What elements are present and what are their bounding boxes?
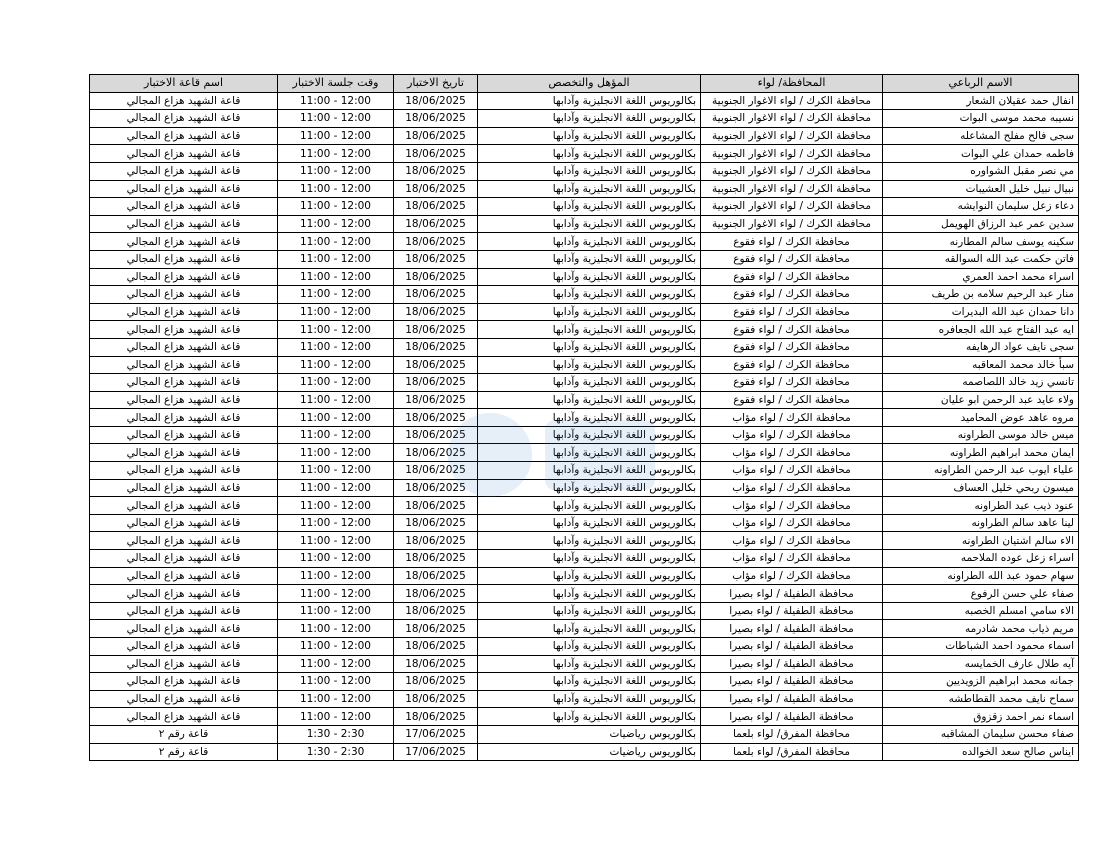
table-row <box>90 514 1079 532</box>
cell-hall: قاعة الشهيد هزاع المجالي <box>90 338 278 356</box>
table-row <box>90 655 1079 673</box>
cell-hall: قاعة الشهيد هزاع المجالي <box>90 426 278 444</box>
cell-time: 11:00 - 12:00 <box>278 462 394 480</box>
cell-governorate: محافظة الكرك / لواء الاغوار الجنوبية <box>701 110 883 128</box>
cell-qualification: بكالوريوس اللغة الانجليزية وآدابها <box>478 479 701 497</box>
cell-name: اسماء محمود احمد الشباطات <box>883 638 1079 656</box>
cell-qualification: بكالوريوس اللغة الانجليزية وآدابها <box>478 462 701 480</box>
cell-qualification: بكالوريوس اللغة الانجليزية وآدابها <box>478 198 701 216</box>
cell-hall: قاعة الشهيد هزاع المجالي <box>90 250 278 268</box>
cell-time: 11:00 - 12:00 <box>278 321 394 339</box>
table-row <box>90 673 1079 691</box>
cell-qualification: بكالوريوس رياضيات <box>478 725 701 743</box>
cell-hall: قاعة الشهيد هزاع المجالي <box>90 479 278 497</box>
cell-qualification: بكالوريوس اللغة الانجليزية وآدابها <box>478 162 701 180</box>
cell-qualification: بكالوريوس اللغة الانجليزية وآدابها <box>478 92 701 110</box>
cell-governorate: محافظة الكرك / لواء فقوع <box>701 321 883 339</box>
cell-time: 11:00 - 12:00 <box>278 550 394 568</box>
cell-name: فاطمه حمدان علي البوات <box>883 145 1079 163</box>
header-hall: اسم قاعة الاختبار <box>90 75 278 93</box>
cell-date: 18/06/2025 <box>394 673 478 691</box>
cell-hall: قاعة الشهيد هزاع المجالي <box>90 462 278 480</box>
header-governorate: المحافظة/ لواء <box>701 75 883 93</box>
cell-hall: قاعة الشهيد هزاع المجالي <box>90 708 278 726</box>
cell-qualification: بكالوريوس اللغة الانجليزية وآدابها <box>478 127 701 145</box>
cell-governorate: محافظة الكرك / لواء مؤاب <box>701 409 883 427</box>
cell-qualification: بكالوريوس اللغة الانجليزية وآدابها <box>478 585 701 603</box>
cell-governorate: محافظة الكرك / لواء الاغوار الجنوبية <box>701 198 883 216</box>
cell-qualification: بكالوريوس اللغة الانجليزية وآدابها <box>478 233 701 251</box>
cell-hall: قاعة الشهيد هزاع المجالي <box>90 268 278 286</box>
cell-hall: قاعة الشهيد هزاع المجالي <box>90 638 278 656</box>
cell-date: 18/06/2025 <box>394 708 478 726</box>
table-row <box>90 426 1079 444</box>
cell-name: سدين عمر عبد الرزاق الهويمل <box>883 215 1079 233</box>
cell-time: 11:00 - 12:00 <box>278 444 394 462</box>
cell-governorate: محافظة الكرك / لواء فقوع <box>701 233 883 251</box>
cell-hall: قاعة الشهيد هزاع المجالي <box>90 567 278 585</box>
cell-time: 11:00 - 12:00 <box>278 286 394 304</box>
cell-governorate: محافظة الطفيلة / لواء بصيرا <box>701 602 883 620</box>
cell-date: 18/06/2025 <box>394 409 478 427</box>
table-row <box>90 110 1079 128</box>
cell-time: 11:00 - 12:00 <box>278 110 394 128</box>
cell-governorate: محافظة الكرك / لواء الاغوار الجنوبية <box>701 127 883 145</box>
cell-governorate: محافظة الكرك / لواء الاغوار الجنوبية <box>701 145 883 163</box>
cell-hall: قاعة الشهيد هزاع المجالي <box>90 162 278 180</box>
cell-hall: قاعة الشهيد هزاع المجالي <box>90 286 278 304</box>
cell-governorate: محافظة الكرك / لواء مؤاب <box>701 444 883 462</box>
header-time: وقت جلسة الاختبار <box>278 75 394 93</box>
cell-name: دانا حمدان عبد الله البديرات <box>883 303 1079 321</box>
cell-governorate: محافظة الكرك / لواء فقوع <box>701 338 883 356</box>
cell-time: 11:00 - 12:00 <box>278 409 394 427</box>
cell-qualification: بكالوريوس اللغة الانجليزية وآدابها <box>478 391 701 409</box>
cell-date: 18/06/2025 <box>394 198 478 216</box>
table-row <box>90 321 1079 339</box>
cell-name: جمانه محمد ابراهيم الزويديين <box>883 673 1079 691</box>
exam-schedule-table <box>89 74 1079 761</box>
cell-name: مريم ذياب محمد شادرمه <box>883 620 1079 638</box>
cell-hall: قاعة الشهيد هزاع المجالي <box>90 585 278 603</box>
cell-time: 11:00 - 12:00 <box>278 356 394 374</box>
table-row <box>90 180 1079 198</box>
cell-hall: قاعة الشهيد هزاع المجالي <box>90 145 278 163</box>
table-row <box>90 162 1079 180</box>
cell-governorate: محافظة الكرك / لواء مؤاب <box>701 479 883 497</box>
cell-hall: قاعة الشهيد هزاع المجالي <box>90 127 278 145</box>
cell-qualification: بكالوريوس اللغة الانجليزية وآدابها <box>478 426 701 444</box>
cell-hall: قاعة الشهيد هزاع المجالي <box>90 514 278 532</box>
cell-governorate: محافظة الكرك / لواء فقوع <box>701 303 883 321</box>
cell-time: 11:00 - 12:00 <box>278 673 394 691</box>
cell-hall: قاعة الشهيد هزاع المجالي <box>90 303 278 321</box>
cell-date: 18/06/2025 <box>394 690 478 708</box>
cell-governorate: محافظة الكرك / لواء فقوع <box>701 356 883 374</box>
table-row <box>90 638 1079 656</box>
cell-qualification: بكالوريوس اللغة الانجليزية وآدابها <box>478 374 701 392</box>
cell-governorate: محافظة الكرك / لواء مؤاب <box>701 532 883 550</box>
cell-governorate: محافظة الطفيلة / لواء بصيرا <box>701 673 883 691</box>
table-row <box>90 250 1079 268</box>
cell-name: انفال حمد عقيلان الشعار <box>883 92 1079 110</box>
cell-qualification: بكالوريوس اللغة الانجليزية وآدابها <box>478 620 701 638</box>
cell-date: 18/06/2025 <box>394 233 478 251</box>
cell-time: 11:00 - 12:00 <box>278 638 394 656</box>
table-row <box>90 567 1079 585</box>
cell-qualification: بكالوريوس اللغة الانجليزية وآدابها <box>478 110 701 128</box>
cell-qualification: بكالوريوس اللغة الانجليزية وآدابها <box>478 215 701 233</box>
cell-date: 18/06/2025 <box>394 145 478 163</box>
cell-time: 11:00 - 12:00 <box>278 391 394 409</box>
table-row <box>90 356 1079 374</box>
cell-governorate: محافظة الكرك / لواء مؤاب <box>701 567 883 585</box>
cell-governorate: محافظة الكرك / لواء الاغوار الجنوبية <box>701 92 883 110</box>
cell-governorate: محافظة الكرك / لواء فقوع <box>701 286 883 304</box>
cell-name: الاء سالم اشتيان الطراونه <box>883 532 1079 550</box>
cell-date: 18/06/2025 <box>394 356 478 374</box>
cell-time: 11:00 - 12:00 <box>278 532 394 550</box>
table-row <box>90 585 1079 603</box>
cell-date: 18/06/2025 <box>394 127 478 145</box>
table-row <box>90 532 1079 550</box>
header-name: الاسم الرباعي <box>883 75 1079 93</box>
cell-name: سهام حمود عبد الله الطراونه <box>883 567 1079 585</box>
cell-date: 18/06/2025 <box>394 655 478 673</box>
cell-date: 18/06/2025 <box>394 514 478 532</box>
cell-qualification: بكالوريوس رياضيات <box>478 743 701 761</box>
cell-qualification: بكالوريوس اللغة الانجليزية وآدابها <box>478 180 701 198</box>
cell-time: 11:00 - 12:00 <box>278 215 394 233</box>
cell-qualification: بكالوريوس اللغة الانجليزية وآدابها <box>478 708 701 726</box>
cell-governorate: محافظة الكرك / لواء مؤاب <box>701 514 883 532</box>
cell-hall: قاعة الشهيد هزاع المجالي <box>90 409 278 427</box>
cell-time: 11:00 - 12:00 <box>278 708 394 726</box>
table-row <box>90 444 1079 462</box>
cell-hall: قاعة الشهيد هزاع المجالي <box>90 620 278 638</box>
cell-time: 11:00 - 12:00 <box>278 180 394 198</box>
cell-hall: قاعة الشهيد هزاع المجالي <box>90 391 278 409</box>
cell-governorate: محافظة الكرك / لواء مؤاب <box>701 462 883 480</box>
table-row <box>90 391 1079 409</box>
table-row <box>90 198 1079 216</box>
cell-qualification: بكالوريوس اللغة الانجليزية وآدابها <box>478 673 701 691</box>
cell-governorate: محافظة الكرك / لواء الاغوار الجنوبية <box>701 180 883 198</box>
cell-hall: قاعة الشهيد هزاع المجالي <box>90 321 278 339</box>
cell-qualification: بكالوريوس اللغة الانجليزية وآدابها <box>478 286 701 304</box>
cell-date: 18/06/2025 <box>394 426 478 444</box>
cell-governorate: محافظة الطفيلة / لواء بصيرا <box>701 655 883 673</box>
exam-schedule-sheet <box>89 74 1078 761</box>
cell-date: 18/06/2025 <box>394 250 478 268</box>
cell-qualification: بكالوريوس اللغة الانجليزية وآدابها <box>478 409 701 427</box>
cell-time: 11:00 - 12:00 <box>278 374 394 392</box>
cell-date: 18/06/2025 <box>394 444 478 462</box>
cell-governorate: محافظة الكرك / لواء فقوع <box>701 250 883 268</box>
cell-name: اسراء محمد احمد العمري <box>883 268 1079 286</box>
table-row <box>90 374 1079 392</box>
cell-time: 11:00 - 12:00 <box>278 145 394 163</box>
cell-time: 11:00 - 12:00 <box>278 92 394 110</box>
cell-name: منار عبد الرحيم سلامه بن طريف <box>883 286 1079 304</box>
cell-governorate: محافظة الطفيلة / لواء بصيرا <box>701 638 883 656</box>
cell-hall: قاعة الشهيد هزاع المجالي <box>90 92 278 110</box>
cell-name: تانسي زيد خالد اللصاصمه <box>883 374 1079 392</box>
cell-qualification: بكالوريوس اللغة الانجليزية وآدابها <box>478 303 701 321</box>
table-row <box>90 743 1079 761</box>
header-row <box>90 75 1079 93</box>
cell-qualification: بكالوريوس اللغة الانجليزية وآدابها <box>478 497 701 515</box>
cell-governorate: محافظة الكرك / لواء الاغوار الجنوبية <box>701 215 883 233</box>
cell-time: 11:00 - 12:00 <box>278 514 394 532</box>
cell-governorate: محافظة الطفيلة / لواء بصيرا <box>701 708 883 726</box>
table-row <box>90 268 1079 286</box>
cell-hall: قاعة الشهيد هزاع المجالي <box>90 180 278 198</box>
cell-governorate: محافظة المفرق/ لواء بلعما <box>701 725 883 743</box>
cell-time: 11:00 - 12:00 <box>278 303 394 321</box>
cell-date: 18/06/2025 <box>394 391 478 409</box>
cell-name: صفاء علي حسن الرفوع <box>883 585 1079 603</box>
cell-time: 11:00 - 12:00 <box>278 338 394 356</box>
cell-name: صفاء محسن سليمان المشاقبه <box>883 725 1079 743</box>
table-row <box>90 92 1079 110</box>
cell-governorate: محافظة الكرك / لواء مؤاب <box>701 550 883 568</box>
cell-governorate: محافظة الكرك / لواء فقوع <box>701 268 883 286</box>
cell-qualification: بكالوريوس اللغة الانجليزية وآدابها <box>478 690 701 708</box>
cell-time: 11:00 - 12:00 <box>278 567 394 585</box>
cell-date: 18/06/2025 <box>394 374 478 392</box>
cell-hall: قاعة الشهيد هزاع المجالي <box>90 550 278 568</box>
cell-qualification: بكالوريوس اللغة الانجليزية وآدابها <box>478 444 701 462</box>
cell-qualification: بكالوريوس اللغة الانجليزية وآدابها <box>478 321 701 339</box>
cell-qualification: بكالوريوس اللغة الانجليزية وآدابها <box>478 602 701 620</box>
cell-hall: قاعة رقم ٢ <box>90 725 278 743</box>
cell-date: 18/06/2025 <box>394 92 478 110</box>
cell-qualification: بكالوريوس اللغة الانجليزية وآدابها <box>478 145 701 163</box>
cell-hall: قاعة الشهيد هزاع المجالي <box>90 655 278 673</box>
cell-name: سجى نايف عواد الرهايفه <box>883 338 1079 356</box>
cell-qualification: بكالوريوس اللغة الانجليزية وآدابها <box>478 338 701 356</box>
cell-date: 18/06/2025 <box>394 532 478 550</box>
table-row <box>90 479 1079 497</box>
cell-name: سبأ خالد محمد المعاقبه <box>883 356 1079 374</box>
cell-hall: قاعة الشهيد هزاع المجالي <box>90 673 278 691</box>
cell-time: 11:00 - 12:00 <box>278 162 394 180</box>
cell-name: نبيال نبيل خليل العشيبات <box>883 180 1079 198</box>
cell-date: 17/06/2025 <box>394 725 478 743</box>
cell-name: سكينه يوسف سالم المطارنه <box>883 233 1079 251</box>
cell-qualification: بكالوريوس اللغة الانجليزية وآدابها <box>478 638 701 656</box>
cell-time: 11:00 - 12:00 <box>278 250 394 268</box>
cell-name: سجى فالح مفلح المشاعله <box>883 127 1079 145</box>
cell-governorate: محافظة المفرق/ لواء بلعما <box>701 743 883 761</box>
cell-name: علياء ايوب عبد الرحمن الطراونه <box>883 462 1079 480</box>
cell-governorate: محافظة الكرك / لواء فقوع <box>701 391 883 409</box>
table-row <box>90 550 1079 568</box>
cell-hall: قاعة الشهيد هزاع المجالي <box>90 215 278 233</box>
cell-date: 18/06/2025 <box>394 303 478 321</box>
cell-governorate: محافظة الكرك / لواء مؤاب <box>701 497 883 515</box>
cell-name: نسيبه محمد موسى البوات <box>883 110 1079 128</box>
cell-time: 11:00 - 12:00 <box>278 655 394 673</box>
cell-name: سماح نايف محمد القطاطشه <box>883 690 1079 708</box>
cell-qualification: بكالوريوس اللغة الانجليزية وآدابها <box>478 655 701 673</box>
cell-name: ميس خالد موسى الطراونه <box>883 426 1079 444</box>
cell-date: 18/06/2025 <box>394 585 478 603</box>
cell-name: الاء سامي امسلم الخصبه <box>883 602 1079 620</box>
cell-name: اسماء نمر احمد زقزوق <box>883 708 1079 726</box>
cell-name: آيه طلال عارف الخمايسه <box>883 655 1079 673</box>
cell-qualification: بكالوريوس اللغة الانجليزية وآدابها <box>478 514 701 532</box>
cell-hall: قاعة رقم ٢ <box>90 743 278 761</box>
cell-date: 18/06/2025 <box>394 215 478 233</box>
cell-time: 11:00 - 12:00 <box>278 127 394 145</box>
table-row <box>90 145 1079 163</box>
cell-hall: قاعة الشهيد هزاع المجالي <box>90 198 278 216</box>
cell-date: 18/06/2025 <box>394 479 478 497</box>
cell-date: 18/06/2025 <box>394 338 478 356</box>
cell-time: 11:00 - 12:00 <box>278 479 394 497</box>
cell-date: 18/06/2025 <box>394 567 478 585</box>
header-date: تاريخ الاختبار <box>394 75 478 93</box>
cell-name: مي نصر مقبل الشواوره <box>883 162 1079 180</box>
table-row <box>90 286 1079 304</box>
cell-date: 18/06/2025 <box>394 638 478 656</box>
cell-governorate: محافظة الكرك / لواء فقوع <box>701 374 883 392</box>
cell-hall: قاعة الشهيد هزاع المجالي <box>90 110 278 128</box>
table-body <box>90 92 1079 761</box>
table-row <box>90 708 1079 726</box>
cell-time: 11:00 - 12:00 <box>278 426 394 444</box>
cell-governorate: محافظة الكرك / لواء الاغوار الجنوبية <box>701 162 883 180</box>
cell-time: 1:30 - 2:30 <box>278 725 394 743</box>
cell-time: 11:00 - 12:00 <box>278 585 394 603</box>
table-row <box>90 462 1079 480</box>
table-row <box>90 497 1079 515</box>
cell-name: دعاء زعل سليمان النوايشه <box>883 198 1079 216</box>
cell-date: 18/06/2025 <box>394 180 478 198</box>
cell-hall: قاعة الشهيد هزاع المجالي <box>90 532 278 550</box>
cell-name: فاتن حكمت عبد الله السوالقه <box>883 250 1079 268</box>
cell-date: 18/06/2025 <box>394 550 478 568</box>
cell-date: 17/06/2025 <box>394 743 478 761</box>
cell-hall: قاعة الشهيد هزاع المجالي <box>90 444 278 462</box>
cell-governorate: محافظة الكرك / لواء مؤاب <box>701 426 883 444</box>
cell-time: 11:00 - 12:00 <box>278 233 394 251</box>
cell-date: 18/06/2025 <box>394 497 478 515</box>
cell-governorate: محافظة الطفيلة / لواء بصيرا <box>701 620 883 638</box>
cell-name: اسراء زعل عوده الملاحمه <box>883 550 1079 568</box>
cell-name: ميسون ربحي خليل العساف <box>883 479 1079 497</box>
cell-name: ولاء عايد عبد الرحمن ابو عليان <box>883 391 1079 409</box>
cell-qualification: بكالوريوس اللغة الانجليزية وآدابها <box>478 550 701 568</box>
cell-name: ايمان محمد ابراهيم الطراونه <box>883 444 1079 462</box>
cell-time: 11:00 - 12:00 <box>278 268 394 286</box>
table-row <box>90 690 1079 708</box>
cell-qualification: بكالوريوس اللغة الانجليزية وآدابها <box>478 356 701 374</box>
table-row <box>90 409 1079 427</box>
cell-hall: قاعة الشهيد هزاع المجالي <box>90 690 278 708</box>
cell-date: 18/06/2025 <box>394 268 478 286</box>
cell-name: ايه عبد الفتاح عبد الله الجعافره <box>883 321 1079 339</box>
table-row <box>90 338 1079 356</box>
cell-date: 18/06/2025 <box>394 162 478 180</box>
table-row <box>90 303 1079 321</box>
cell-qualification: بكالوريوس اللغة الانجليزية وآدابها <box>478 532 701 550</box>
cell-hall: قاعة الشهيد هزاع المجالي <box>90 602 278 620</box>
cell-name: مروه عاهد عوض المحاميد <box>883 409 1079 427</box>
cell-date: 18/06/2025 <box>394 620 478 638</box>
header-qualification: المؤهل والتخصص <box>478 75 701 93</box>
cell-hall: قاعة الشهيد هزاع المجالي <box>90 356 278 374</box>
cell-time: 11:00 - 12:00 <box>278 620 394 638</box>
cell-name: عنود ذيب عبد الطراونه <box>883 497 1079 515</box>
cell-qualification: بكالوريوس اللغة الانجليزية وآدابها <box>478 250 701 268</box>
cell-time: 11:00 - 12:00 <box>278 198 394 216</box>
cell-hall: قاعة الشهيد هزاع المجالي <box>90 497 278 515</box>
table-row <box>90 725 1079 743</box>
table-row <box>90 215 1079 233</box>
table-row <box>90 620 1079 638</box>
cell-time: 11:00 - 12:00 <box>278 690 394 708</box>
cell-date: 18/06/2025 <box>394 602 478 620</box>
cell-hall: قاعة الشهيد هزاع المجالي <box>90 233 278 251</box>
cell-date: 18/06/2025 <box>394 286 478 304</box>
cell-governorate: محافظة الطفيلة / لواء بصيرا <box>701 585 883 603</box>
cell-time: 11:00 - 12:00 <box>278 602 394 620</box>
cell-name: لينا عاهد سالم الطراونه <box>883 514 1079 532</box>
cell-name: ايناس صالح سعد الخوالده <box>883 743 1079 761</box>
cell-date: 18/06/2025 <box>394 321 478 339</box>
cell-hall: قاعة الشهيد هزاع المجالي <box>90 374 278 392</box>
cell-qualification: بكالوريوس اللغة الانجليزية وآدابها <box>478 268 701 286</box>
cell-date: 18/06/2025 <box>394 110 478 128</box>
table-row <box>90 127 1079 145</box>
cell-time: 1:30 - 2:30 <box>278 743 394 761</box>
cell-qualification: بكالوريوس اللغة الانجليزية وآدابها <box>478 567 701 585</box>
cell-time: 11:00 - 12:00 <box>278 497 394 515</box>
cell-date: 18/06/2025 <box>394 462 478 480</box>
table-row <box>90 602 1079 620</box>
cell-governorate: محافظة الطفيلة / لواء بصيرا <box>701 690 883 708</box>
table-row <box>90 233 1079 251</box>
